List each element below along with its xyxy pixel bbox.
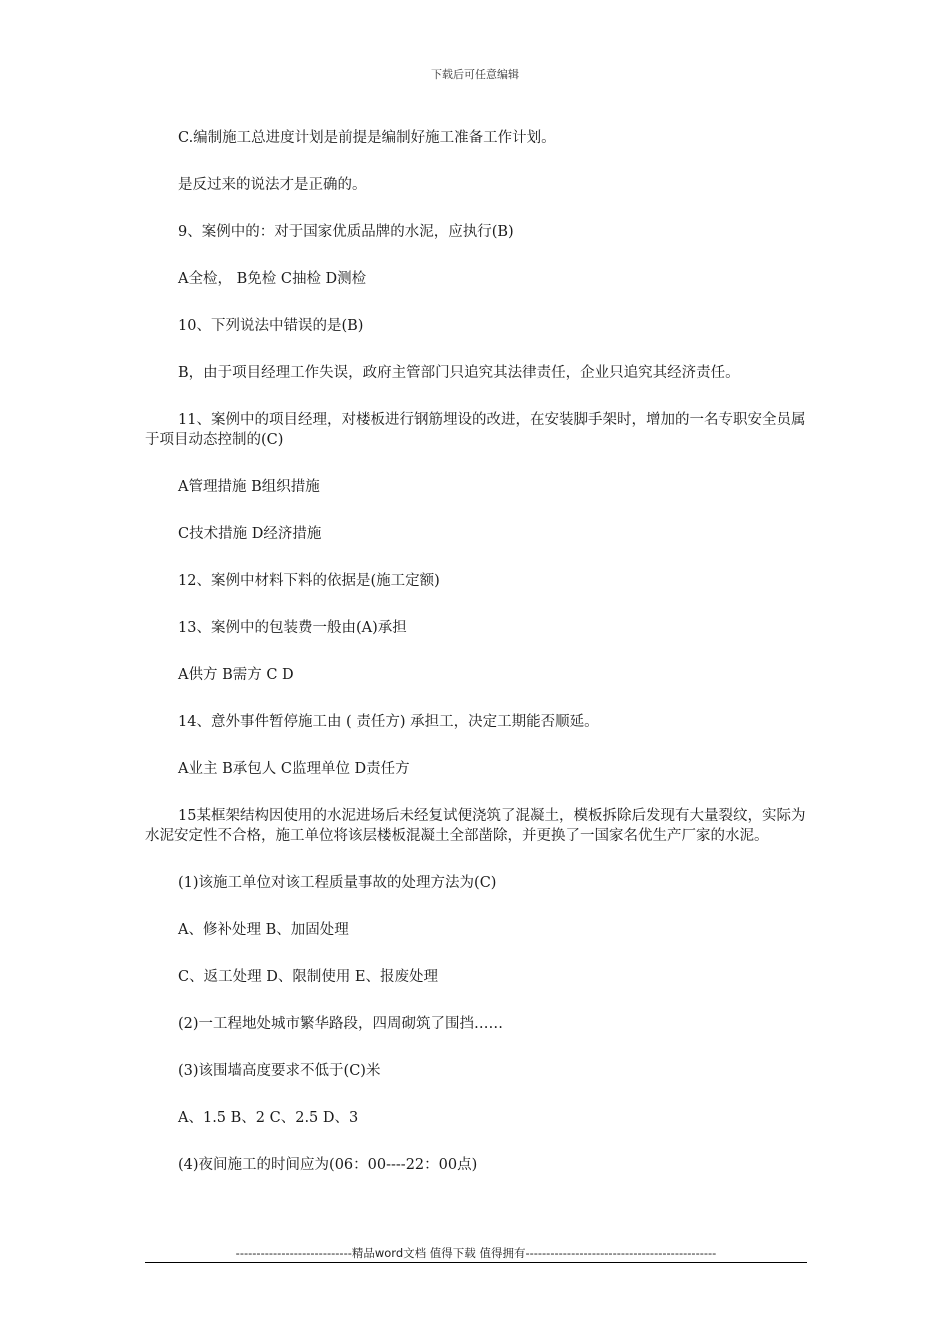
question-13: 13、案例中的包装费一般由(A)承担 bbox=[178, 620, 407, 636]
question-14: 14、意外事件暂停施工由 ( 责任方) 承担工，决定工期能否顺延。 bbox=[178, 714, 599, 730]
question-9-options: A全检， B免检 C抽检 D测检 bbox=[178, 271, 367, 287]
question-15-1: (1)该施工单位对该工程质量事故的处理方法为(C) bbox=[178, 875, 497, 891]
question-15-case: 15某框架结构因使用的水泥进场后未经复试便浇筑了混凝土，模板拆除后发现有大量裂纹，实际为水泥安定性不合格，施工单位将该层楼板混凝土全部凿除，并更换了一国家名优生产厂家的水泥。 bbox=[145, 808, 806, 844]
question-15-4: (4)夜间施工的时间应为(06：00----22：00点) bbox=[178, 1157, 478, 1173]
question-15-2: (2)一工程地处城市繁华路段，四周砌筑了围挡…… bbox=[178, 1016, 504, 1032]
question-12: 12、案例中材料下料的依据是(施工定额) bbox=[178, 573, 440, 589]
page-header: 下载后可任意编辑 bbox=[431, 68, 519, 81]
question-11-options-cd: C技术措施 D经济措施 bbox=[178, 526, 322, 542]
question-15-1-options-cde: C、返工处理 D、限制使用 E、报废处理 bbox=[178, 969, 439, 985]
question-15-3: (3)该围墙高度要求不低于(C)米 bbox=[178, 1063, 381, 1079]
question-10-answer: B，由于项目经理工作失误，政府主管部门只追究其法律责任，企业只追究其经济责任。 bbox=[178, 365, 740, 381]
paragraph-1: C.编制施工总进度计划是前提是编制好施工准备工作计划。 bbox=[178, 130, 556, 146]
question-11: 11、案例中的项目经理，对楼板进行钢筋埋设的改进，在安装脚手架时，增加的一名专职安全员属于项目动态控制的(C) bbox=[145, 412, 806, 448]
question-10: 10、下列说法中错误的是(B) bbox=[178, 318, 364, 334]
footer-divider bbox=[145, 1262, 807, 1263]
question-15-1-options-ab: A、修补处理 B、加固处理 bbox=[178, 922, 349, 938]
paragraph-2: 是反过来的说法才是正确的。 bbox=[178, 177, 367, 193]
document-body bbox=[145, 128, 810, 1202]
page-footer: ----------------------------精品word文档 值得下载 值得拥有---------------------------------------------- bbox=[235, 1246, 717, 1260]
question-15-3-options: A、1.5 B、2 C、2.5 D、3 bbox=[178, 1110, 359, 1126]
question-14-options: A业主 B承包人 C监理单位 D责任方 bbox=[178, 761, 410, 777]
question-13-options: A供方 B需方 C D bbox=[178, 667, 294, 683]
question-11-options-ab: A管理措施 B组织措施 bbox=[178, 479, 320, 495]
question-9: 9、案例中的：对于国家优质品牌的水泥，应执行(B) bbox=[178, 224, 514, 240]
